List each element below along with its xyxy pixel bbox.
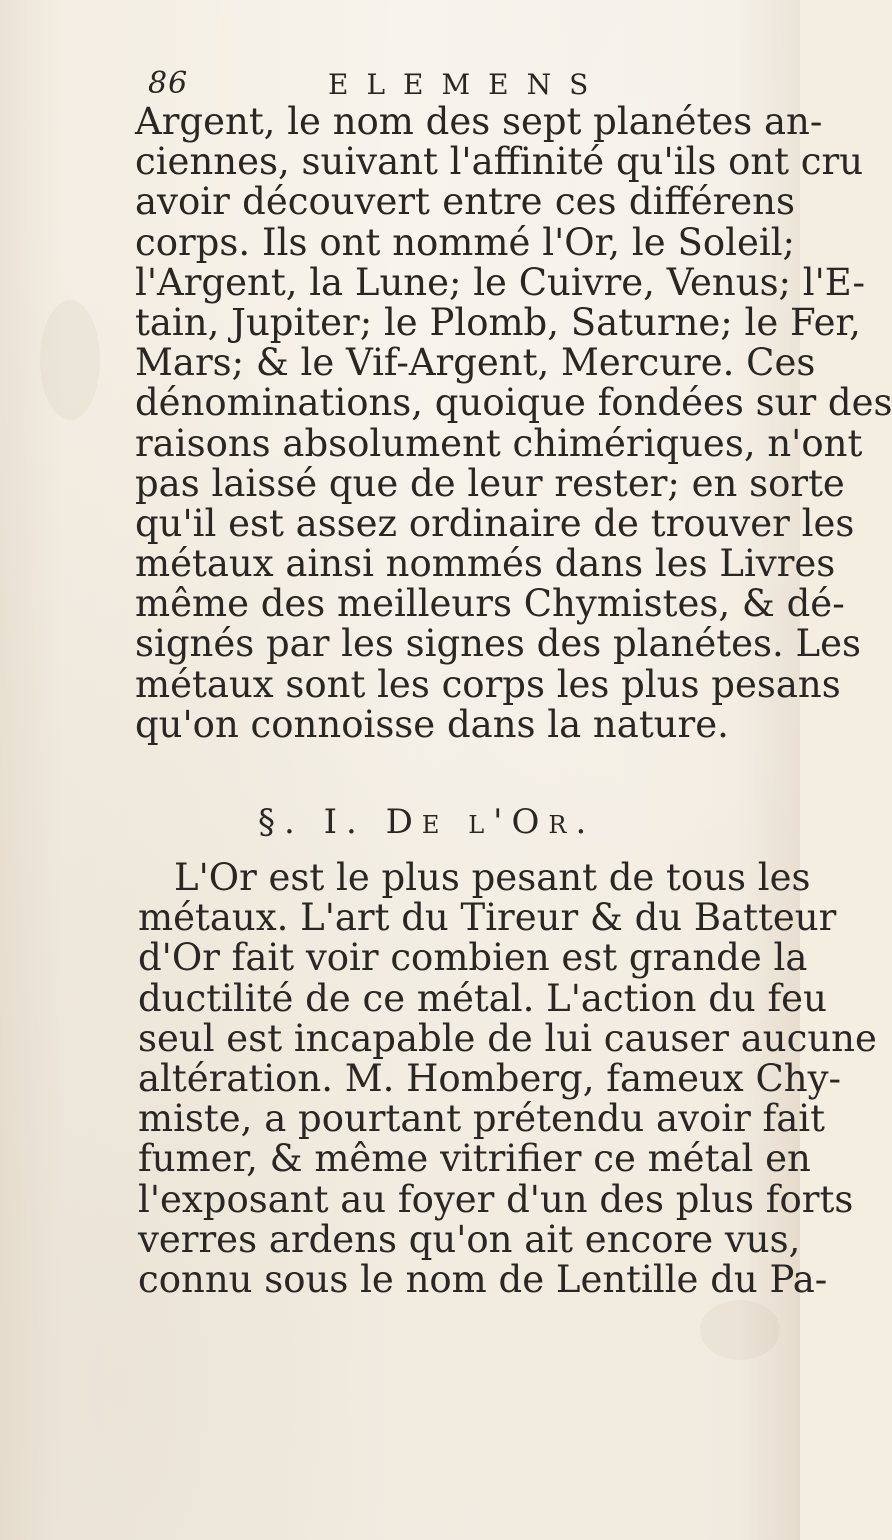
text-line: avoir découvert entre ces différens (135, 180, 795, 224)
text-line: tain, Jupiter; le Plomb, Saturne; le Fer, (135, 300, 861, 344)
text-line: l'Argent, la Lune; le Cuivre, Venus; l'E- (135, 260, 865, 304)
text-line: ductilité de ce métal. L'action du feu (138, 976, 827, 1020)
text-line: verres ardens qu'on ait encore vus, (138, 1217, 801, 1261)
paragraph-2 (138, 856, 877, 1301)
paper-stain (40, 300, 100, 420)
text-line: Mars; & le Vif-Argent, Mercure. Ces (135, 341, 816, 385)
text-line: qu'on connoisse dans la nature. (135, 702, 729, 746)
text-line: même des meilleurs Chymistes, & dé- (135, 582, 845, 626)
text-line: signés par les signes des planétes. Les (135, 622, 861, 666)
text-line: fumer, & même vitrifier ce métal en (138, 1137, 811, 1181)
text-line: miste, a pourtant prétendu avoir fait (138, 1097, 825, 1141)
text-line: métaux ainsi nommés dans les Livres (135, 542, 836, 586)
text-line: d'Or fait voir combien est grande la (138, 936, 808, 980)
text-line: ciennes, suivant l'affinité qu'ils ont cru (135, 140, 864, 184)
text-line: dénominations, quoique fondées sur des (135, 381, 892, 425)
text-line: métaux. L'art du Tireur & du Batteur (138, 896, 837, 940)
text-line: raisons absolument chimériques, n'ont (135, 421, 863, 465)
text-line: seul est incapable de lui causer aucune (138, 1016, 877, 1060)
text-line: L'Or est le plus pesant de tous les (174, 856, 811, 899)
section-heading: §. I. De l'Or. (258, 802, 596, 842)
text-line: Argent, le nom des sept planétes an- (135, 100, 823, 143)
running-head: ELEMENS (328, 68, 607, 101)
text-line: connu sous le nom de Lentille du Pa- (138, 1257, 828, 1301)
text-line: qu'il est assez ordinaire de trouver les (135, 501, 855, 545)
text-line: altération. M. Homberg, fameux Chy- (138, 1056, 841, 1100)
text-line: l'exposant au foyer d'un des plus forts (138, 1177, 854, 1221)
text-line: corps. Ils ont nommé l'Or, le Soleil; (135, 220, 795, 264)
paragraph-1 (135, 100, 892, 746)
text-line: pas laissé que de leur rester; en sorte (135, 461, 845, 505)
paper-stain (700, 1300, 780, 1360)
page-number: 86 (148, 66, 189, 101)
text-line: métaux sont les corps les plus pesans (135, 662, 841, 706)
